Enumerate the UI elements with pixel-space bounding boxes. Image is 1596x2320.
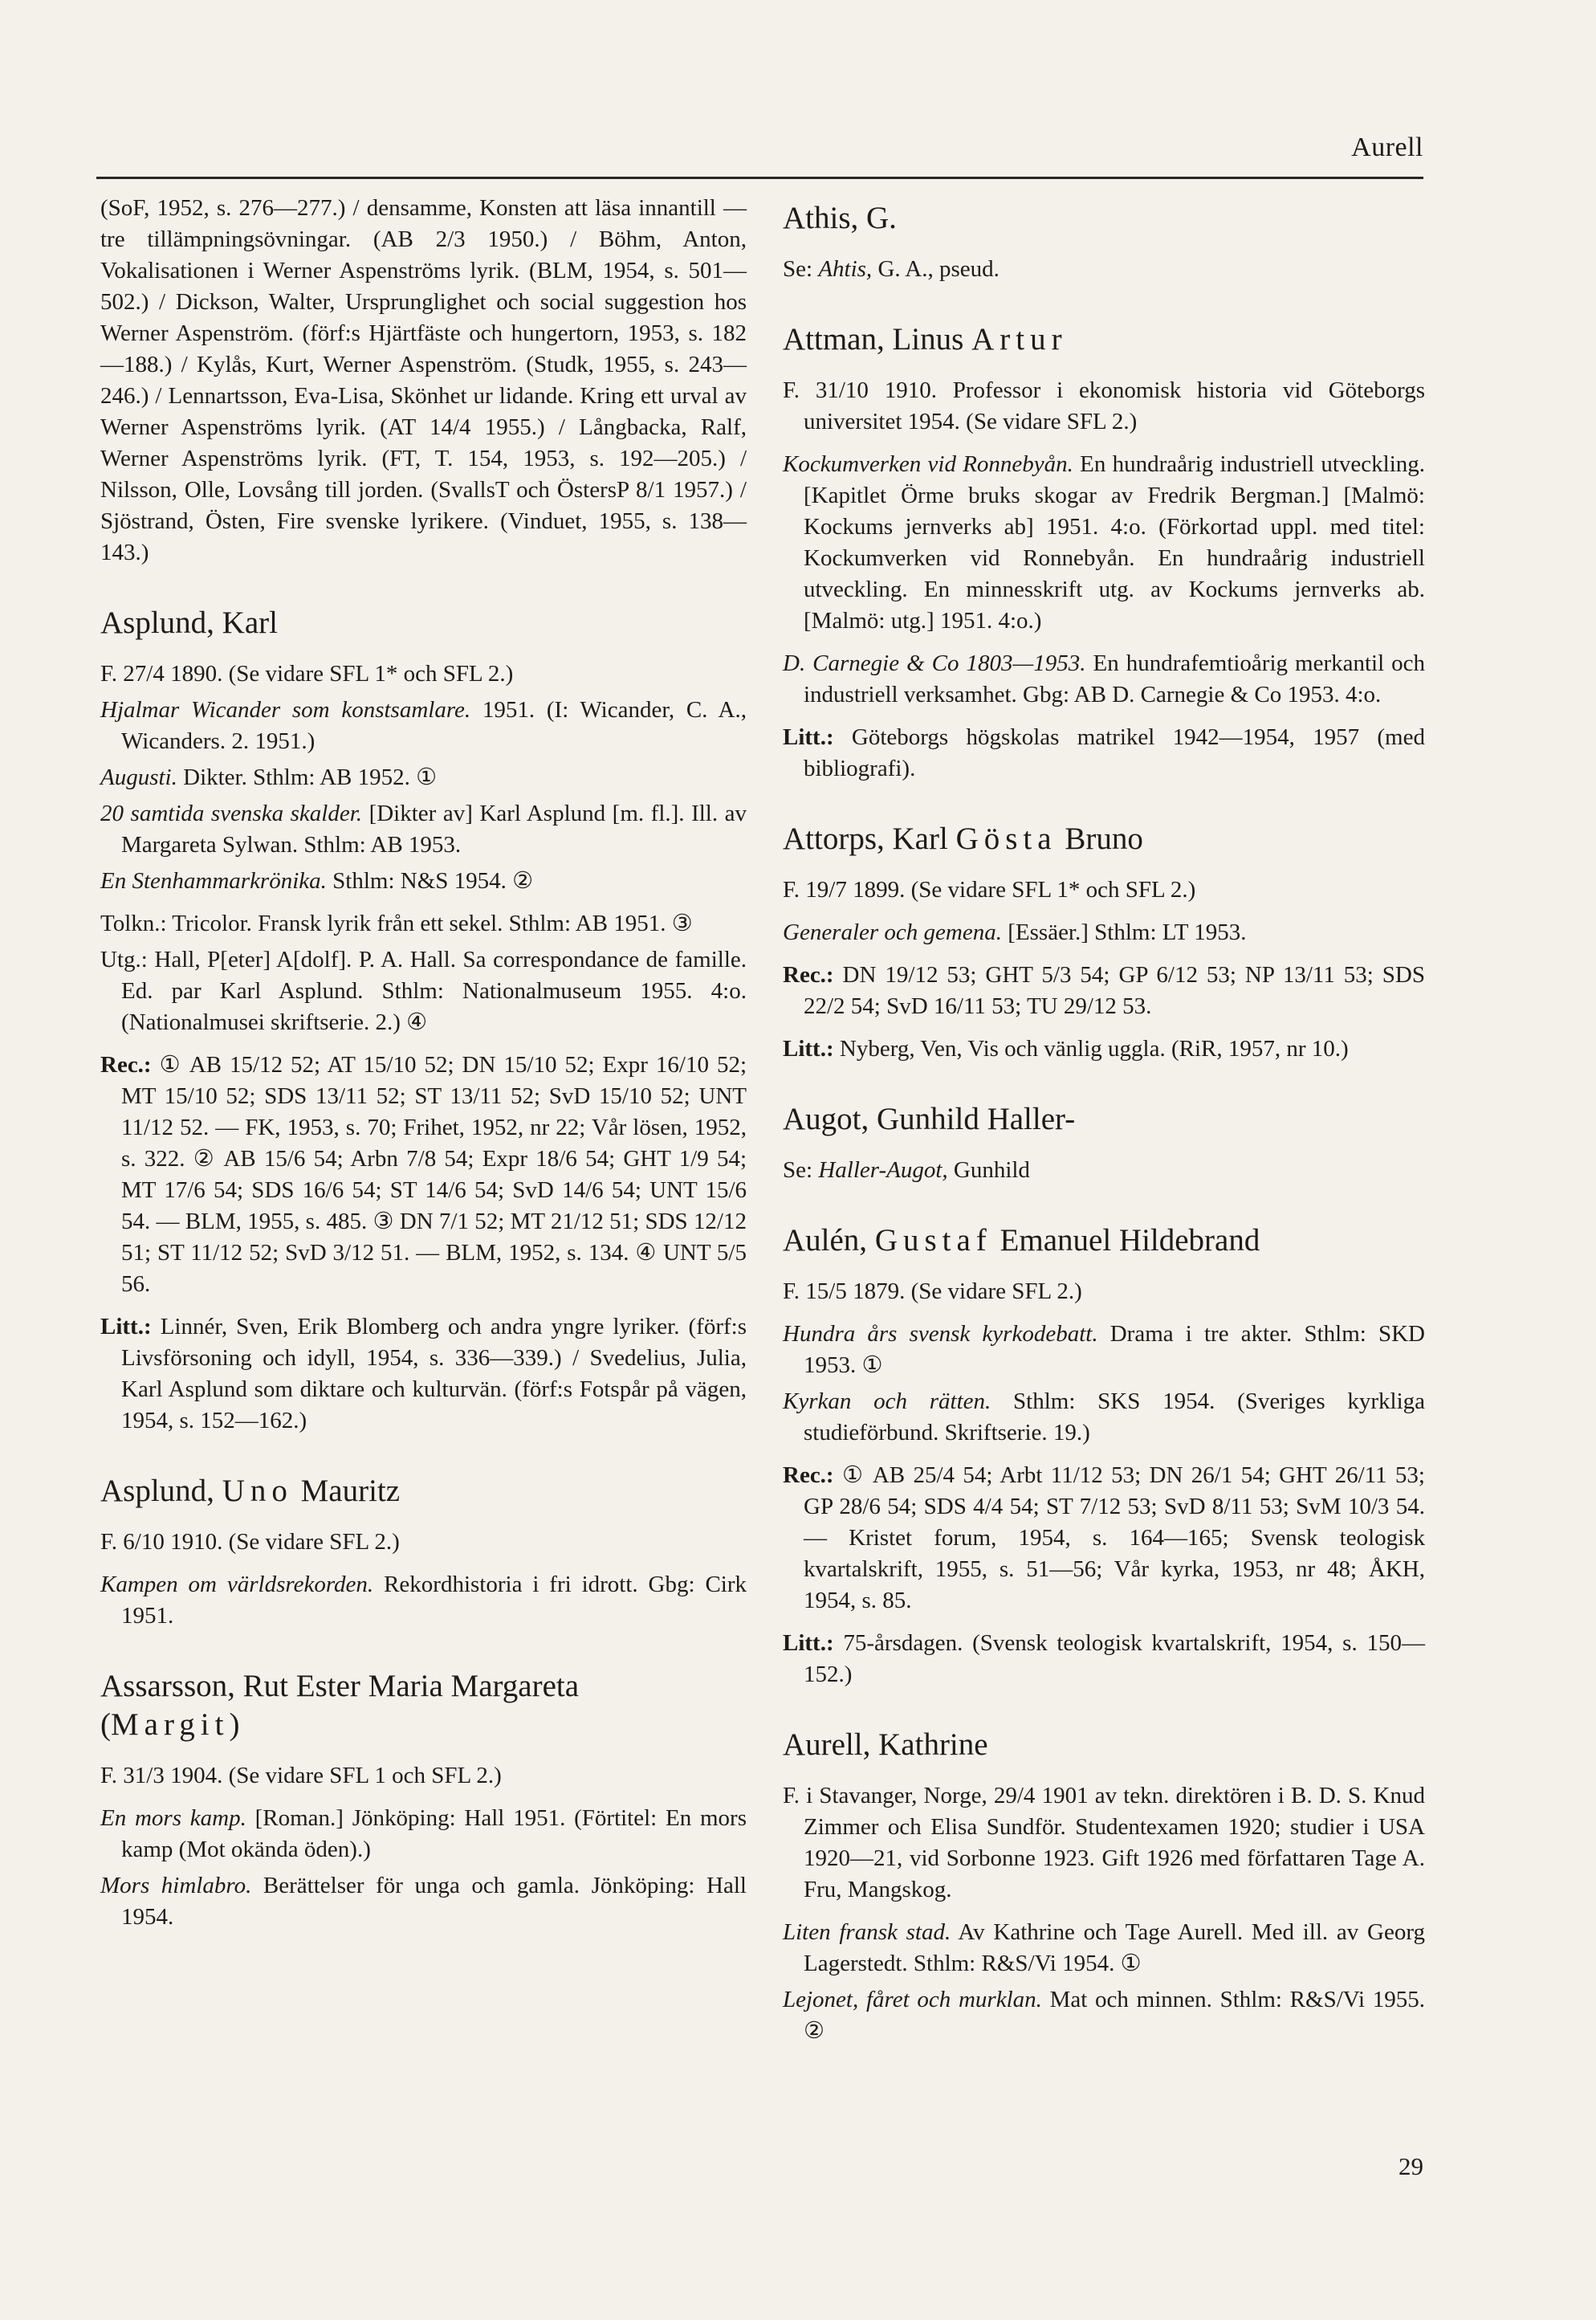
work-item: [783, 1917, 1425, 1980]
work-details: En hundraårig industriell utveckling. [Kapitlet Örme bruks skogar av Fredrik Bergman.] [Malmö: Kockums jernverks ab] 1951. 4:o. (Förkortad uppl. med titel: Kockumverken vid Ronnebyån. En hundraårig industriell utveckling. En minnesskrift utg. av Kockums jernverks ab. [Malmö: utg.] 1951. 4:o.): [804, 451, 1426, 634]
literature-label: Litt.:: [783, 1036, 834, 1062]
work-item: [783, 648, 1425, 711]
reviews-text: ① AB 15/12 52; AT 15/10 52; DN 15/10 52; Expr 16/10 52; MT 15/10 52; SDS 13/11 52; ST 13/11 52; SvD 15/10 52; UNT 11/12 52. — FK, 1953, s. 70; Frihet, 1952, nr 22; Vår lösen, 1952, s. 322. ② AB 15/6 54; Arbn 7/8 54; Expr 18/6 54; GHT 1/9 54; MT 17/6 54; SDS 16/6 54; ST 14/6 54; SvD 14/6 54; UNT 15/6 54. — BLM, 1955, s. 485. ③ DN 7/1 52; MT 21/12 51; SDS 12/12 51; ST 11/12 52; SvD 3/12 51. — BLM, 1952, s. 134. ④ UNT 5/5 56.: [121, 1052, 747, 1297]
heading-part: ): [229, 1707, 240, 1742]
entry-attman: [783, 320, 1425, 785]
work-title: En Stenhammarkrönika.: [100, 868, 327, 894]
entry-heading: [100, 1472, 747, 1511]
see-reference: [783, 254, 1425, 285]
see-rest: Gunhild: [947, 1157, 1030, 1183]
entry-heading: Asplund, Karl: [100, 605, 278, 640]
literature-label: Litt.:: [783, 1630, 834, 1656]
literature-label: Litt.:: [783, 724, 834, 750]
reviews-text: DN 19/12 53; GHT 5/3 54; GP 6/12 53; NP 13/11 53; SDS 22/2 54; SvD 16/11 53; TU 29/12 53.: [804, 962, 1425, 1019]
reviews: [783, 1460, 1425, 1617]
work-title: Kockumverken vid Ronnebyån.: [783, 451, 1073, 477]
entry-asplund-karl: [100, 604, 747, 1437]
heading-part: Assarsson, Rut Ester Maria Margareta: [100, 1669, 580, 1703]
reviews: [100, 1050, 747, 1300]
heading-part: Emanuel Hildebrand: [991, 1223, 1260, 1258]
heading-part: Aulén,: [783, 1223, 875, 1258]
heading-spaced-name: Gustaf: [874, 1223, 992, 1258]
see-target: Ahtis,: [818, 256, 873, 282]
work-title: Augusti.: [100, 764, 177, 790]
entry-heading: [100, 1667, 747, 1744]
work-title: Liten fransk stad.: [783, 1919, 951, 1945]
reviews: [783, 960, 1425, 1022]
bio: F. 15/5 1879. (Se vidare SFL 2.): [783, 1278, 1082, 1304]
work-details: Drama i tre akter. Sthlm: SKD 1953. ①: [804, 1321, 1425, 1378]
entry-aulen: [783, 1221, 1425, 1690]
literature-text: Linnér, Sven, Erik Blomberg och andra yngre lyriker. (förf:s Livsförsoning och idyll, 1954, s. 336—339.) / Svedelius, Julia, Karl Asplund som diktare och kulturvän. (förf:s Fotspår på vägen, 1954, s. 152—162.): [121, 1314, 747, 1433]
work-item: [100, 695, 747, 757]
bio: F. 31/3 1904. (Se vidare SFL 1 och SFL 2.): [100, 1763, 502, 1788]
work-details: Sthlm: SKS 1954. (Sveriges kyrkliga studieförbund. Skriftserie. 19.): [804, 1388, 1425, 1445]
work-item: [100, 798, 747, 861]
entry-asplund-uno: [100, 1472, 747, 1632]
heading-spaced-name: Gösta: [955, 822, 1057, 856]
heading-spaced-name: Artur: [971, 322, 1068, 357]
literature: [783, 722, 1425, 785]
literature: [100, 1311, 747, 1437]
work-title: Hundra års svensk kyrkodebatt.: [783, 1321, 1098, 1347]
work-item: [783, 1319, 1425, 1381]
work-item: [783, 917, 1425, 948]
work-item: [100, 1569, 747, 1632]
heading-part: Bruno: [1057, 822, 1143, 856]
work-details: [Dikter av] Karl Asplund [m. fl.]. Ill. av Margareta Sylwan. Sthlm: AB 1953.: [121, 801, 747, 858]
heading-part: Asplund,: [100, 1474, 222, 1508]
entry-heading: [783, 1221, 1425, 1260]
entry-heading: [783, 820, 1425, 858]
entry-heading: Athis, G.: [783, 201, 897, 235]
work-details: Rekordhistoria i fri idrott. Gbg: Cirk 1951.: [121, 1572, 747, 1629]
entry-augot: [783, 1100, 1425, 1186]
bio: F. 27/4 1890. (Se vidare SFL 1* och SFL 2.): [100, 661, 514, 687]
work-title: En mors kamp.: [100, 1805, 246, 1831]
work-details: [Roman.] Jönköping: Hall 1951. (Förtitel: En mors kamp (Mot okända öden).): [121, 1805, 747, 1862]
work-item: [100, 1870, 747, 1933]
work-details: Sthlm: N&S 1954. ②: [326, 868, 534, 894]
work-item: [783, 1386, 1425, 1449]
heading-part: Mauritz: [292, 1474, 401, 1508]
see-prefix: Se:: [783, 1157, 819, 1183]
work-title: Lejonet, fåret och murklan.: [783, 1987, 1042, 2012]
bio: F. 19/7 1899. (Se vidare SFL 1* och SFL 2.): [783, 877, 1196, 903]
continuation-paragraph: (SoF, 1952, s. 276—277.) / densamme, Konsten att läsa innantill — tre tillämpningsövningar. (AB 2/3 1950.) / Böhm, Anton, Vokalisationen i Werner Aspenströms lyrik. (BLM, 1954, s. 501—502.) / Dickson, Walter, Ursprunglighet och social suggestion hos Werner Aspenström. (förf:s Hjärtfäste och hungertorn, 1953, s. 182—188.) / Kylås, Kurt, Werner Aspenström. (Studk, 1955, s. 243—246.) / Lennartsson, Eva-Lisa, Skönhet ur lidande. Kring ett urval av Werner Aspenströms lyrik. (AT 14/4 1955.) / Långbacka, Ralf, Werner Aspenströms lyrik. (FT, T. 154, 1953, s. 192—205.) / Nilsson, Olle, Lovsång till jorden. (SvallsT och ÖstersP 8/1 1957.) / Sjöstrand, Östen, Fire svenske lyrikere. (Vinduet, 1955, s. 138—143.): [100, 195, 747, 565]
work-details: Mat och minnen. Sthlm: R&S/Vi 1955. ②: [804, 1987, 1425, 2044]
entry-heading: Aurell, Kathrine: [783, 1727, 988, 1762]
page-number: 29: [1399, 2152, 1423, 2180]
work-item: [783, 1984, 1425, 2047]
entry-heading: Augot, Gunhild Haller-: [783, 1102, 1076, 1136]
editor-note: Utg.: Hall, P[eter] A[dolf]. P. A. Hall. Sa correspondance de famille. Ed. par Karl Asplund. Sthlm: Nationalmuseum 1955. 4:o. (Nationalmusei skriftserie. 2.) ④: [100, 947, 747, 1035]
work-item: [100, 1803, 747, 1865]
work-title: Mors himlabro.: [100, 1873, 252, 1898]
header-rule: [96, 177, 1423, 179]
work-details: Dikter. Sthlm: AB 1952. ①: [177, 764, 438, 790]
entry-athis: [783, 199, 1425, 285]
see-target: Haller-Augot,: [818, 1157, 948, 1183]
bio: F. i Stavanger, Norge, 29/4 1901 av tekn. direktören i B. D. S. Knud Zimmer och Elisa Sundför. Studentexamen 1920; studier i USA 1920—21, vid Sorbonne 1923. Gift 1926 med författaren Tage A. Fru, Mangskog.: [783, 1783, 1425, 1902]
see-rest: G. A., pseud.: [872, 256, 1000, 282]
work-title: Generaler och gemena.: [783, 919, 1002, 945]
work-title: 20 samtida svenska skalder.: [100, 801, 363, 826]
running-head: Aurell: [1351, 133, 1423, 162]
reviews-text: ① AB 25/4 54; Arbt 11/12 53; DN 26/1 54; GHT 26/11 53; GP 28/6 54; SDS 4/4 54; ST 7/12 53; SvD 8/11 53; SvM 10/3 54. — Kristet forum, 1954, s. 164—165; Svensk teologisk kvartalskrift, 1955, s. 51—56; Vår kyrka, 1953, nr 48; ÅKH, 1954, s. 85.: [804, 1462, 1425, 1613]
work-details: En hundrafemtioårig merkantil och industriell verksamhet. Gbg: AB D. Carnegie & Co 1953. 4:o.: [804, 650, 1425, 707]
literature: [783, 1034, 1425, 1065]
work-title: Kampen om världsrekorden.: [100, 1572, 374, 1597]
see-reference: [783, 1155, 1425, 1186]
heading-part: (: [100, 1707, 111, 1742]
left-column: [100, 193, 747, 1933]
work-details: Berättelser för unga och gamla. Jönköping: Hall 1954.: [121, 1873, 747, 1930]
heading-part: Attorps, Karl: [783, 822, 956, 856]
work-title: Hjalmar Wicander som konstsamlare.: [100, 697, 471, 723]
translation-note: Tolkn.: Tricolor. Fransk lyrik från ett sekel. Sthlm: AB 1951. ③: [100, 911, 693, 936]
entry-assarsson: [100, 1667, 747, 1933]
reviews-label: Rec.:: [783, 1462, 834, 1488]
reviews-label: Rec.:: [100, 1052, 152, 1078]
bio: F. 6/10 1910. (Se vidare SFL 2.): [100, 1529, 400, 1555]
heading-part: Attman, Linus: [783, 322, 972, 357]
see-prefix: Se:: [783, 256, 819, 282]
bio: F. 31/10 1910. Professor i ekonomisk historia vid Göteborgs universitet 1954. (Se vidare SFL 2.): [783, 377, 1425, 434]
entry-aurell: [783, 1726, 1425, 2047]
work-title: D. Carnegie & Co 1803—1953.: [783, 650, 1086, 676]
work-item: [100, 866, 747, 897]
literature-text: Göteborgs högskolas matrikel 1942—1954, 1957 (med bibliografi).: [804, 724, 1425, 781]
literature-label: Litt.:: [100, 1314, 152, 1339]
heading-spaced-name: Margit: [111, 1707, 230, 1742]
heading-spaced-name: Uno: [222, 1474, 293, 1508]
work-details: [Essäer.] Sthlm: LT 1953.: [1002, 919, 1247, 945]
literature: [783, 1628, 1425, 1690]
work-item: [100, 762, 747, 793]
right-column: [783, 193, 1425, 2047]
entry-heading: [783, 320, 1425, 359]
entry-attorps: [783, 820, 1425, 1065]
work-details: 1951. (I: Wicander, C. A., Wicanders. 2. 1951.): [121, 697, 747, 754]
reviews-label: Rec.:: [783, 962, 834, 988]
work-item: [783, 449, 1425, 637]
literature-text: Nyberg, Ven, Vis och vänlig uggla. (RiR, 1957, nr 10.): [833, 1036, 1349, 1062]
literature-text: 75-årsdagen. (Svensk teologisk kvartalskrift, 1954, s. 150—152.): [804, 1630, 1425, 1687]
work-title: Kyrkan och rätten.: [783, 1388, 991, 1414]
work-details: Av Kathrine och Tage Aurell. Med ill. av Georg Lagerstedt. Sthlm: R&S/Vi 1954. ①: [804, 1919, 1425, 1976]
